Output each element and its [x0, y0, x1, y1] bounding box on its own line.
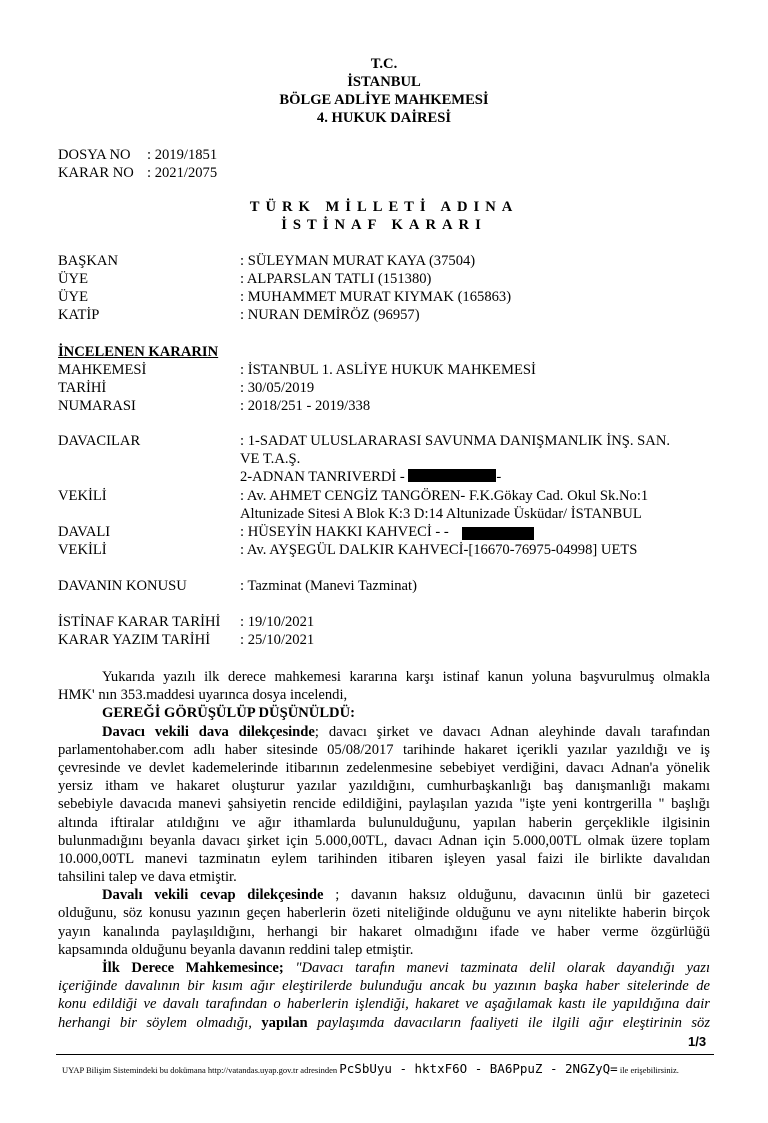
defendant-counsel-value: : Av. AYŞEGÜL DALKIR KAHVECİ-[16670-76975-04998] UETS	[240, 542, 638, 558]
appeal-date-value: : 19/10/2021	[240, 614, 315, 630]
panel-member-name: : MUHAMMET MURAT KIYMAK (165863)	[240, 289, 512, 305]
defendant-value: : HÜSEYİN HAKKI KAHVECİ - -	[240, 524, 449, 540]
paragraph-text: paylaşımda davacıların faaliyeti ile ilgili ağır eleştirinin söz	[307, 1014, 710, 1031]
paragraph-line: sebebiyle davacıda manevi şahsiyetin rencide edildiğini, paylaşılan yazıda "işte yeni kontrgerilla " başlığı	[58, 796, 710, 813]
subject-label: DAVANIN KONUSU	[58, 578, 187, 594]
decision-body	[58, 668, 710, 1032]
plaintiffs-label: DAVACILAR	[58, 433, 141, 449]
paragraph-text: ; davanın haksız olduğunu, davacının ünlü bir gazeteci	[323, 887, 710, 904]
plaintiff-2-name: 2-ADNAN TANRIVERDİ -	[240, 469, 409, 485]
plaintiff-counsel-label: VEKİLİ	[58, 488, 107, 504]
defendant-label: DAVALI	[58, 524, 111, 540]
panel-member-name: : NURAN DEMİRÖZ (96957)	[240, 307, 420, 323]
paragraph-line: tahsilini talep ve dava etmiştir.	[58, 869, 237, 886]
paragraph-text: herhangi bir söylem olmadığı,	[58, 1014, 262, 1031]
header-chamber: 4. HUKUK DAİRESİ	[316, 110, 452, 126]
writing-date-value: : 25/10/2021	[240, 632, 315, 648]
redaction-bar	[462, 527, 534, 540]
subject-value: : Tazminat (Manevi Tazminat)	[240, 578, 417, 594]
karar-no-label: KARAR NO	[58, 165, 134, 181]
paragraph-line	[58, 1014, 710, 1032]
footer-prefix: UYAP Bilişim Sistemindeki bu dokümana http://vatandas.uyap.gov.tr adresinden	[62, 1065, 340, 1075]
defendant-counsel-label: VEKİLİ	[58, 542, 107, 558]
header-tc: T.C.	[370, 56, 398, 72]
paragraph-line: konu edildiği ve davalı tarafından o haberlerin işlendiği, hakaret ve aşağılamak kastı ile yapıldığına dair	[58, 996, 710, 1013]
panel-member-name: : ALPARSLAN TATLI (151380)	[240, 271, 432, 287]
panel-role-label: ÜYE	[58, 271, 88, 287]
paragraph-line: 10.000,00TL manevi tazminatın eylem tarihinden itibaren işleyen yasal faizi ile birlikte davalıdan	[58, 850, 710, 867]
reviewed-number-value: : 2018/251 - 2019/338	[240, 398, 371, 414]
paragraph-line: bulunmadığını beyanla davacı şirket için 5.000,00TL, davacı Adnan için 5.000,00TL olmak üzere toplam	[58, 832, 710, 849]
intro-line: Yukarıda yazılı ilk derece mahkemesi kararına karşı istinaf kanun yoluna başvurulmuş olmakla	[102, 669, 710, 685]
footer-note	[62, 1061, 679, 1076]
appeal-date-label: İSTİNAF KARAR TARİHİ	[58, 614, 221, 630]
title-decision: İSTİNAF KARARI	[281, 217, 487, 233]
reviewed-court-label: MAHKEMESİ	[58, 362, 147, 378]
plaintiff-petition-heading: Davacı vekili dava dilekçesinde	[102, 723, 315, 740]
paragraph-line: olduğunu, söz konusu yazının geçen haberlerin özeti niteliğinde olduğunu ve aynı nitelikte haberin birçok	[58, 905, 710, 922]
panel-role-label: KATİP	[58, 307, 100, 323]
panel-role-label: ÜYE	[58, 289, 88, 305]
paragraph-line: parlamentohaber.com adlı haber sitesinde 05/08/2017 tarihinde hakaret içerikli yazılar yazıldığı ve iş	[58, 741, 710, 758]
header-court: BÖLGE ADLİYE MAHKEMESİ	[279, 92, 489, 108]
paragraph-line	[58, 959, 710, 977]
plaintiff-2-suffix: -	[496, 469, 502, 485]
paragraph-line	[58, 723, 710, 741]
reviewed-court-value: : İSTANBUL 1. ASLİYE HUKUK MAHKEMESİ	[240, 362, 536, 378]
plaintiff-counsel-line2: Altunizade Sitesi A Blok K:3 D:14 Altunizade Üsküdar/ İSTANBUL	[240, 506, 642, 522]
panel-role-label: BAŞKAN	[58, 253, 119, 269]
paragraph-text: "Davacı tarafın manevi tazminata delil olarak dayandığı yazı	[283, 960, 710, 976]
plaintiffs-line2: VE T.A.Ş.	[240, 451, 301, 467]
dosya-no-value: : 2019/1851	[147, 147, 218, 163]
paragraph-line: altında iftiralar atıldığını ve ağır ithamlarda bulunulduğunu, yapılan haberin gerçeklikle ilgisinin	[58, 814, 710, 831]
paragraph-line: yayın kanalında paylaşıldığını, herhangi bir hakaret olmadığını ifade ve haber verme özgürlüğü	[58, 923, 710, 940]
paragraph-line: çevresinde ve devlet kademelerinde itibarının zedelenmesine sebebiyet verdiğini, davacı Adnan'a yönelik	[58, 759, 710, 776]
footer-divider	[56, 1054, 714, 1055]
paragraph-line: içeriğinde davalının bir kısım ağır eleştirilerde bulunduğu ancak bu yazının başka haber sitelerinde de	[58, 978, 710, 995]
writing-date-label: KARAR YAZIM TARİHİ	[58, 632, 211, 648]
plaintiff-counsel-line1: : Av. AHMET CENGİZ TANGÖREN- F.K.Gökay Cad. Okul Sk.No:1	[240, 488, 649, 504]
title-nation: TÜRK MİLLETİ ADINA	[249, 199, 519, 215]
deliberation-heading: GEREĞİ GÖRÜŞÜLÜP DÜŞÜNÜLDÜ:	[102, 705, 355, 722]
paragraph-line: yersiz itham ve hakaret oluşturur yazılar yazıldığını, cumhurbaşkanlığı baş danışmanlığı makamı	[58, 778, 710, 795]
paragraph-text: ; davacı şirket ve davacı Adnan aleyhinde davalı tarafından	[314, 723, 710, 740]
first-instance-heading: İlk Derece Mahkemesince;	[102, 960, 284, 976]
paragraph-line: kapsamında olduğunu beyanla davanın reddini talep etmiştir.	[58, 941, 414, 958]
page-number: 1/3	[688, 1034, 707, 1049]
footer-suffix: ile erişebilirsiniz.	[617, 1065, 679, 1075]
panel-member-name: : SÜLEYMAN MURAT KAYA (37504)	[240, 253, 476, 269]
header-city: İSTANBUL	[347, 74, 421, 90]
karar-no-value: : 2021/2075	[147, 165, 218, 181]
plaintiffs-line3	[240, 469, 501, 486]
plaintiffs-line1: : 1-SADAT ULUSLARARASI SAVUNMA DANIŞMANLIK İNŞ. SAN.	[240, 433, 671, 449]
reviewed-date-label: TARİHİ	[58, 380, 107, 396]
redaction-bar	[408, 469, 496, 482]
reviewed-heading: İNCELENEN KARARIN	[58, 344, 219, 360]
reviewed-date-value: : 30/05/2019	[240, 380, 315, 396]
paragraph-line	[58, 886, 710, 904]
dosya-no-label: DOSYA NO	[58, 147, 131, 163]
defendant-reply-heading: Davalı vekili cevap dilekçesinde	[102, 887, 324, 904]
bold-word: yapılan	[261, 1014, 308, 1031]
verification-code: PcSbUyu - hktxF6O - BA6PpuZ - 2NGZyQ=	[339, 1061, 618, 1076]
reviewed-number-label: NUMARASI	[58, 398, 136, 414]
intro-line: HMK' nın 353.maddesi uyarınca dosya incelendi,	[58, 687, 348, 704]
